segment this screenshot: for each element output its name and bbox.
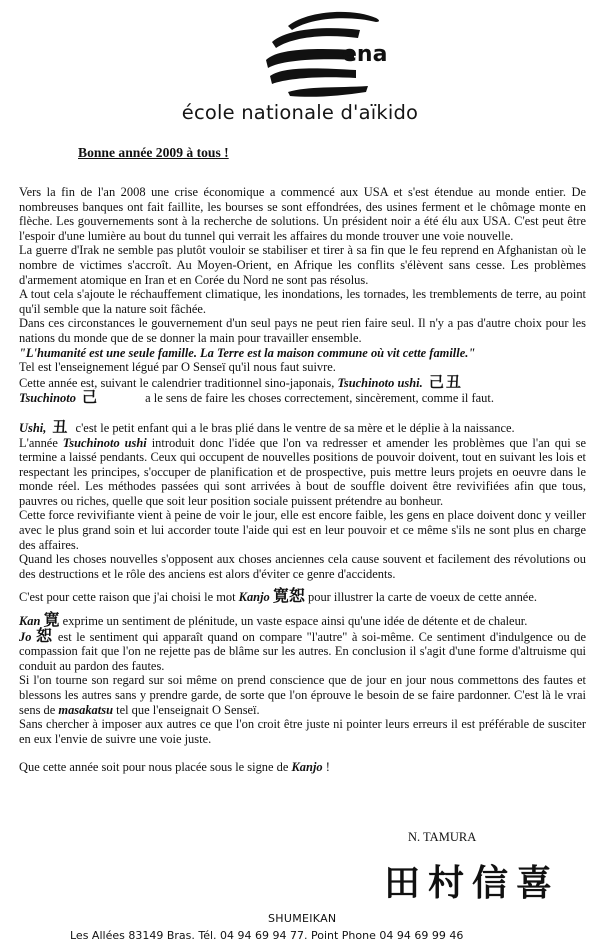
letter-body xyxy=(19,185,586,775)
school-name: école nationale d'aïkido xyxy=(181,101,419,124)
signature-kanji-icon xyxy=(380,857,580,905)
term-kan: Kan xyxy=(19,614,41,629)
kanji-kanjo: 寛恕 xyxy=(272,586,305,606)
paragraph-old-new: Quand les choses nouvelles s'opposent aux choses anciennes cela cause souvent et facilement des révolutions ou des destructions et le rôle des anciens est alors d'éviter ce genre d'accidents. xyxy=(19,552,586,581)
signer-name: N. TAMURA xyxy=(408,830,477,844)
osensei-quote: "L'humanité est une seule famille. La Terre est la maison commune où vit cette famille." xyxy=(19,345,476,360)
paragraph-tsuchinoto: Tsuchinoto 己 a le sens de faire les choses correctement, sincèrement, comme il faut. xyxy=(19,388,494,407)
ena-logo-icon xyxy=(258,8,408,100)
kanji-tsuchinoto: 己 xyxy=(82,388,100,407)
paragraph-year: Cette année est, suivant le calendrier traditionnel sino-japonais, Tsuchinoto ushi. 己丑 xyxy=(19,375,586,391)
kanji-tsuchinoto-ushi: 己丑 xyxy=(428,372,463,391)
paragraph-force: Cette force revivifiante vient à peine de voir le jour, elle est encore faible, les gens en place doivent donc y veiller avec le plus grand soin et lui accorder toute l'aide qui est en leur pouvoir et ce même s'ils ne sont plus en charge des affaires. xyxy=(19,508,586,552)
paragraph-wish: Que cette année soit pour nous placée sous le signe de Kanjo ! xyxy=(19,760,330,775)
term-masakatsu: masakatsu xyxy=(58,702,113,717)
greeting-title: Bonne année 2009 à tous ! xyxy=(78,145,229,160)
paragraph-masakatsu: Si l'on tourne son regard sur soi même on prend conscience que de jour en jour nous commettons des fautes et blessons les autres sans y prendre garde, de sorte que l'on éprouve le besoin de se faire pardonner. C'est là le vrai sens de masakatsu tel que l'enseignait O Senseï. xyxy=(19,673,586,717)
letterhead xyxy=(0,0,600,130)
paragraph-right-way: Sans chercher à imposer aux autres ce que l'on croit être juste ni pointer leurs erreurs il est préférable de susciter en eux l'envie de suivre une voie juste. xyxy=(19,717,586,746)
paragraph-climate: A tout cela s'ajoute le réchauffement climatique, les inondations, les tornades, les tremblements de terre, au point qu'il semble que la nature soit fâchée. xyxy=(19,287,586,316)
term-jo: Jo xyxy=(19,629,32,644)
kanji-ushi: 丑 xyxy=(52,417,70,436)
paragraph-kan: Kan 寛 exprime un sentiment de plénitude, un vaste espace ainsi qu'une idée de détente et de chaleur. xyxy=(19,610,528,630)
paragraph-ushi: Ushi, 丑 c'est le petit enfant qui a le bras plié dans le ventre de sa mère et le déplie à la naissance. xyxy=(19,417,515,436)
logo-text: ena xyxy=(342,42,388,67)
paragraph-wars: La guerre d'Irak ne semble pas plutôt vouloir se stabiliser et tirer à sa fin que le feu reprend en Afghanistan où le nombre de victimes s'accroît. Au Moyen-Orient, en Afrique les conflits s'élèvent sans cesse. Les problèmes d'armement atomique en Iran et en Corée du Nord ne sont pas résolus. xyxy=(19,243,586,287)
footer-org: SHUMEIKAN xyxy=(268,912,337,925)
kanji-kan: 寛 xyxy=(43,610,60,630)
paragraph-teaching: Tel est l'enseignement légué par O Senseï qu'il nous faut suivre. xyxy=(19,360,336,375)
paragraph-crisis: Vers la fin de l'an 2008 une crise économique a commencé aux USA et s'est étendue au monde entier. De nombreuses banques ont fait faillite, les bourses se sont effondrées, des usines ferment et le chômage monte en flèche. Les gouvernements sont à la recherche de solutions. Un président noir a été élu aux USA. C'est peut être l'espoir d'une lumière au bout du tunnel qui verrait les affaires du monde trouver une voie nouvelle. xyxy=(19,185,586,243)
term-tsuchinoto: Tsuchinoto xyxy=(19,391,76,406)
term-ushi: Ushi, xyxy=(19,420,47,435)
paragraph-cooperation: Dans ces circonstances le gouvernement d'un seul pays ne peut rien faire seul. Il n'y a pas d'autre choix pour les nations du monde que de se donner la main pour travailler ensemble. "L'humanité est une seule famille. La Terre est la maison commune où vit cette famille." xyxy=(19,316,586,360)
kanji-jo: 恕 xyxy=(35,625,54,645)
term-kanjo: Kanjo xyxy=(238,590,270,605)
paragraph-renewal: L'année Tsuchinoto ushi introduit donc l'idée que l'on va redresser et amender les problèmes que l'an qui se termine a laissé pendants. Ceux qui occupent de nouvelles positions de pouvoir doivent, tout en suivant les lois et respectant les principes, s'occuper de planification et de prospective, puis mettre leurs projets en oeuvre dans le monde réel. Les méthodes passées qui sont arrivées à bout de souffle doivent être revivifiées afin que tous, pauvres ou riches, quelle que soit leur position sociale puissent prétendre au bonheur. xyxy=(19,435,586,508)
footer-address: Les Allées 83149 Bras. Tél. 04 94 69 94 77. Point Phone 04 94 69 99 46 xyxy=(70,929,464,942)
paragraph-jo: Jo 恕 est le sentiment qui apparaît quand on compare "l'autre" à soi-même. Ce sentiment d'indulgence ou de compassion fait que l'on ne rejette pas de blâme sur les autres. En conclusion il s'agit d'une forme d'altruisme qui conduit au pardon des fautes. xyxy=(19,625,586,673)
term-tsuchinoto-ushi: Tsuchinoto ushi. xyxy=(337,375,423,390)
signature-kanji: 田村信喜 xyxy=(384,862,561,904)
paragraph-kanjo-choice: C'est pour cette raison que j'ai choisi le mot Kanjo 寛恕 pour illustrer la carte de voeux de cette année. xyxy=(19,586,537,606)
